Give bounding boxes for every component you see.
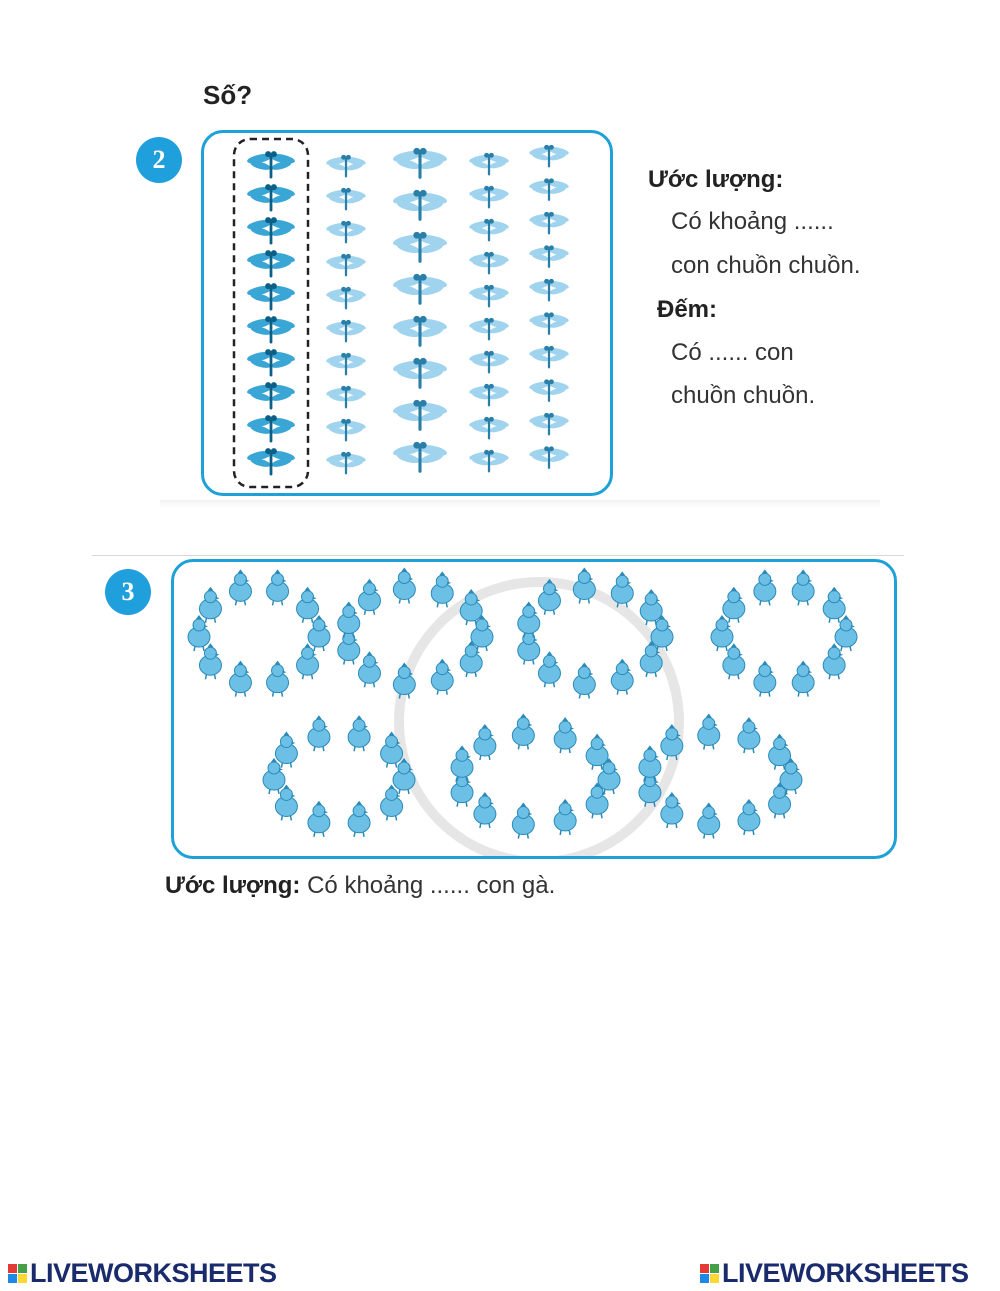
chicken-icon	[554, 799, 576, 835]
exercise-3-number: 3	[105, 569, 151, 615]
dragonfly-icon	[469, 252, 510, 273]
dragonfly-icon	[326, 155, 367, 176]
chicken-icon	[698, 713, 720, 749]
estimate-line1-2: Có khoảng ......	[671, 208, 834, 235]
dragonfly-icon	[469, 351, 510, 372]
dragonfly-icon	[529, 212, 570, 233]
estimate-label-3: Ước lượng:	[165, 872, 301, 899]
chicken-icon	[338, 601, 360, 637]
dragonfly-icon	[246, 217, 295, 243]
dragonfly-icon	[326, 221, 367, 242]
dragonfly-icon	[392, 274, 448, 303]
dragonfly-icon	[529, 379, 570, 400]
estimate-label-2: Ước lượng:	[648, 166, 784, 193]
chicken-icon	[229, 569, 251, 605]
chicken-icon	[229, 661, 251, 697]
chicken-icon	[754, 661, 776, 697]
dragonfly-icon	[326, 353, 367, 374]
dragonfly-icon	[326, 419, 367, 440]
liveworksheets-logo-right[interactable]	[700, 1258, 969, 1289]
dragonfly-icon	[529, 245, 570, 266]
chicken-icon	[639, 745, 661, 781]
divider-shadow	[160, 500, 880, 508]
dragonfly-icon	[529, 413, 570, 434]
chicken-icon	[518, 601, 540, 637]
dragonfly-panel	[201, 130, 613, 496]
chicken-icon	[512, 713, 534, 749]
chicken-icon	[573, 567, 595, 603]
chicken-icon	[738, 799, 760, 835]
dragonfly-icon	[246, 316, 295, 342]
chicken-icon	[474, 724, 496, 760]
dragonfly-icon	[246, 184, 295, 210]
exercise-2-number: 2	[136, 137, 182, 183]
dragonfly-illustration	[204, 133, 610, 493]
dragonfly-icon	[326, 386, 367, 407]
chicken-icon	[308, 715, 330, 751]
dragonfly-icon	[326, 254, 367, 275]
estimate-line-3	[165, 872, 555, 900]
chicken-icon	[267, 661, 289, 697]
dragonfly-icon	[246, 415, 295, 441]
chicken-icon	[431, 571, 453, 607]
chicken-icon	[393, 567, 415, 603]
dragonfly-icon	[246, 151, 295, 177]
chicken-panel	[171, 559, 897, 859]
chicken-icon	[698, 803, 720, 839]
dragonfly-icon	[529, 178, 570, 199]
dragonfly-icon	[392, 400, 448, 429]
chicken-icon	[267, 569, 289, 605]
dragonfly-icon	[246, 283, 295, 309]
dragonfly-icon	[392, 442, 448, 471]
dragonfly-icon	[246, 250, 295, 276]
dragonfly-icon	[392, 148, 448, 177]
dragonfly-icon	[469, 219, 510, 240]
brand-blocks-icon	[700, 1264, 719, 1283]
brand-text: LIVEWORKSHEETS	[30, 1258, 277, 1288]
chicken-icon	[661, 792, 683, 828]
chicken-icon	[792, 569, 814, 605]
section-divider	[92, 555, 904, 556]
dragonfly-icon	[326, 287, 367, 308]
chicken-icon	[538, 651, 560, 687]
chicken-icon	[738, 717, 760, 753]
dragonfly-icon	[392, 358, 448, 387]
chicken-icon	[792, 661, 814, 697]
dragonfly-icon	[392, 232, 448, 261]
chicken-icon	[348, 715, 370, 751]
dragonfly-icon	[246, 382, 295, 408]
chicken-icon	[358, 651, 380, 687]
estimate-text-3: Có khoảng ...... con gà.	[307, 872, 556, 899]
chicken-icon	[358, 579, 380, 615]
dragonfly-icon	[469, 417, 510, 438]
dragonfly-icon	[392, 316, 448, 345]
brand-blocks-icon	[8, 1264, 27, 1283]
dragonfly-icon	[529, 312, 570, 333]
chicken-icon	[308, 801, 330, 837]
dragonfly-icon	[469, 450, 510, 471]
dragonfly-icon	[529, 446, 570, 467]
dragonfly-icon	[529, 346, 570, 367]
chicken-icon	[297, 587, 319, 623]
dragonfly-icon	[326, 452, 367, 473]
dragonfly-icon	[469, 186, 510, 207]
dragonfly-icon	[326, 188, 367, 209]
chicken-icon	[823, 587, 845, 623]
chicken-icon	[723, 587, 745, 623]
chicken-icon	[611, 659, 633, 695]
estimate-line2-2: con chuồn chuồn.	[671, 252, 861, 279]
dragonfly-icon	[246, 349, 295, 375]
dragonfly-icon	[326, 320, 367, 341]
dragonfly-icon	[469, 285, 510, 306]
page-heading: Số?	[203, 80, 253, 110]
chicken-icon	[275, 732, 297, 768]
brand-text: LIVEWORKSHEETS	[722, 1258, 969, 1288]
chicken-icon	[199, 587, 221, 623]
count-line1-2: Có ...... con	[671, 339, 794, 366]
chicken-icon	[554, 717, 576, 753]
chicken-icon	[451, 745, 473, 781]
chicken-illustration	[174, 562, 894, 856]
liveworksheets-logo-left[interactable]	[8, 1258, 277, 1289]
chicken-icon	[754, 569, 776, 605]
dragonfly-icon	[246, 448, 295, 474]
count-label-2: Đếm:	[657, 296, 718, 323]
dragonfly-icon	[529, 279, 570, 300]
chicken-icon	[512, 803, 534, 839]
chicken-icon	[573, 663, 595, 699]
dragonfly-icon	[469, 384, 510, 405]
dragonfly-icon	[529, 145, 570, 166]
dragonfly-icon	[469, 318, 510, 339]
count-line2-2: chuồn chuồn.	[671, 382, 816, 409]
dragonfly-icon	[392, 190, 448, 219]
chicken-icon	[348, 801, 370, 837]
chicken-icon	[431, 659, 453, 695]
dragonfly-icon	[469, 153, 510, 174]
chicken-icon	[474, 792, 496, 828]
